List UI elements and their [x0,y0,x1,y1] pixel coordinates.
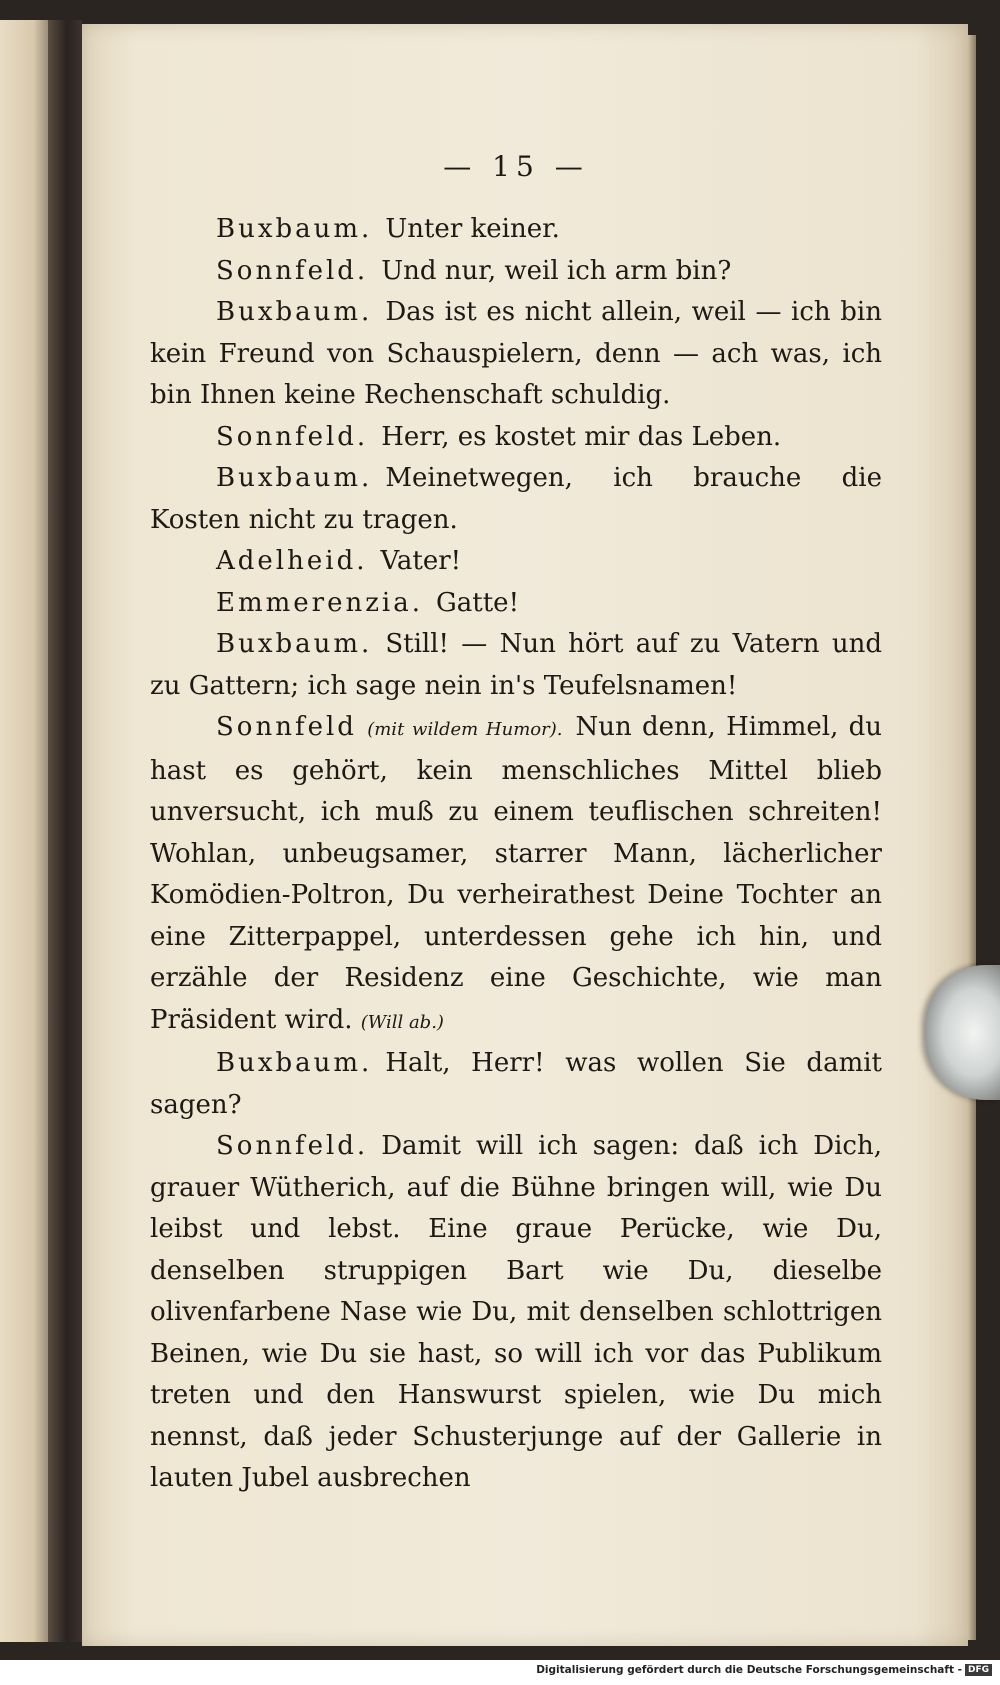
speaker-name: Buxbaum. [216,463,373,493]
dialogue-text: Herr, es kostet mir das Leben. [381,421,782,452]
stage-direction-exit: (Will ab.) [360,1011,444,1033]
dialogue-paragraph [150,292,882,417]
dialogue-paragraph [150,251,882,293]
dialogue-text: Unter keiner. [385,214,560,244]
page-text [150,150,882,1500]
dialogue-text: Damit will ich sagen: daß ich Dich, grauer Wütherich, auf die Bühne bringen will, wie Du leibst und lebst. Eine graue Perücke, wie Du, denselben struppigen Bart wie Du, dieselbe olivenfarbene Nase wie Du, mit denselben schlottrigen Beinen, wie Du sie hast, so will ich vor das Publikum treten und den Hanswurst spielen, wie Du mich nennst, daß jeder Schusterjunge auf der Gallerie in lauten Jubel ausbrechen [150,1131,882,1493]
dialogue-paragraph [150,583,882,625]
dialogue-text: Halt, Herr! was wollen Sie damit sagen? [150,1048,882,1120]
speaker-name: Buxbaum. [216,629,373,659]
speaker-name: Buxbaum. [216,297,373,327]
page-number: — 15 — [443,150,589,183]
speaker-name: Sonnfeld. [216,255,369,286]
dialogue-paragraph [150,541,882,583]
dialogue-text: Das ist es nicht allein, weil — ich bin kein Freund von Schauspielern, denn — ach was, ich bin Ihnen keine Rechenschaft schuldig. [150,297,882,410]
dialogue-paragraph [150,458,882,541]
dialogue-text: Vater! [380,546,462,576]
dialogue-paragraph [150,624,882,707]
dialogue-text: Und nur, weil ich arm bin? [381,255,732,286]
dialogue-text: Nun denn, Himmel, du hast es gehört, kein menschliches Mittel blieb unversucht, ich muß zu einem teuflischen schreiten! Wohlan, unbeugsamer, starrer Mann, lächerlicher Komödien-Poltron, Du verheirathest Deine Tochter an eine Zitterpappel, unterdessen gehe ich hin, und erzähle der Residenz eine Geschichte, wie man Präsident wird. [150,712,882,1035]
speaker-name: Buxbaum. [216,1048,373,1078]
book-gutter [48,20,82,1642]
dialogue-paragraph [150,209,882,251]
speaker-name: Sonnfeld [216,712,357,742]
speaker-name: Emmerenzia. [216,587,424,618]
speaker-name: Buxbaum. [216,214,373,244]
speaker-name: Adelheid. [216,546,368,576]
digitization-credit [0,1664,992,1684]
dialogue-paragraph [150,417,882,459]
dialogue-text: Meinetwegen, ich brauche die Kosten nicht zu tragen. [150,463,882,535]
speaker-name: Sonnfeld. [216,421,369,452]
dialogue-paragraph [150,707,882,1043]
facing-page-edge [0,20,48,1642]
speaker-name: Sonnfeld. [216,1131,369,1161]
dialogue-paragraph [150,1126,882,1500]
dfg-logo: DFG [965,1664,992,1676]
stage-direction: (mit wildem Humor). [367,719,563,740]
dialogue-text: Still! — Nun hört auf zu Vatern und zu Gattern; ich sage nein in's Teufelsnamen! [150,629,882,701]
page-edge [968,35,976,1640]
dialogue-paragraph [150,1043,882,1126]
dialogue-text: Gatte! [436,587,520,618]
credit-text: Digitalisierung gefördert durch die Deutsche Forschungsgemeinschaft - [536,1664,962,1676]
